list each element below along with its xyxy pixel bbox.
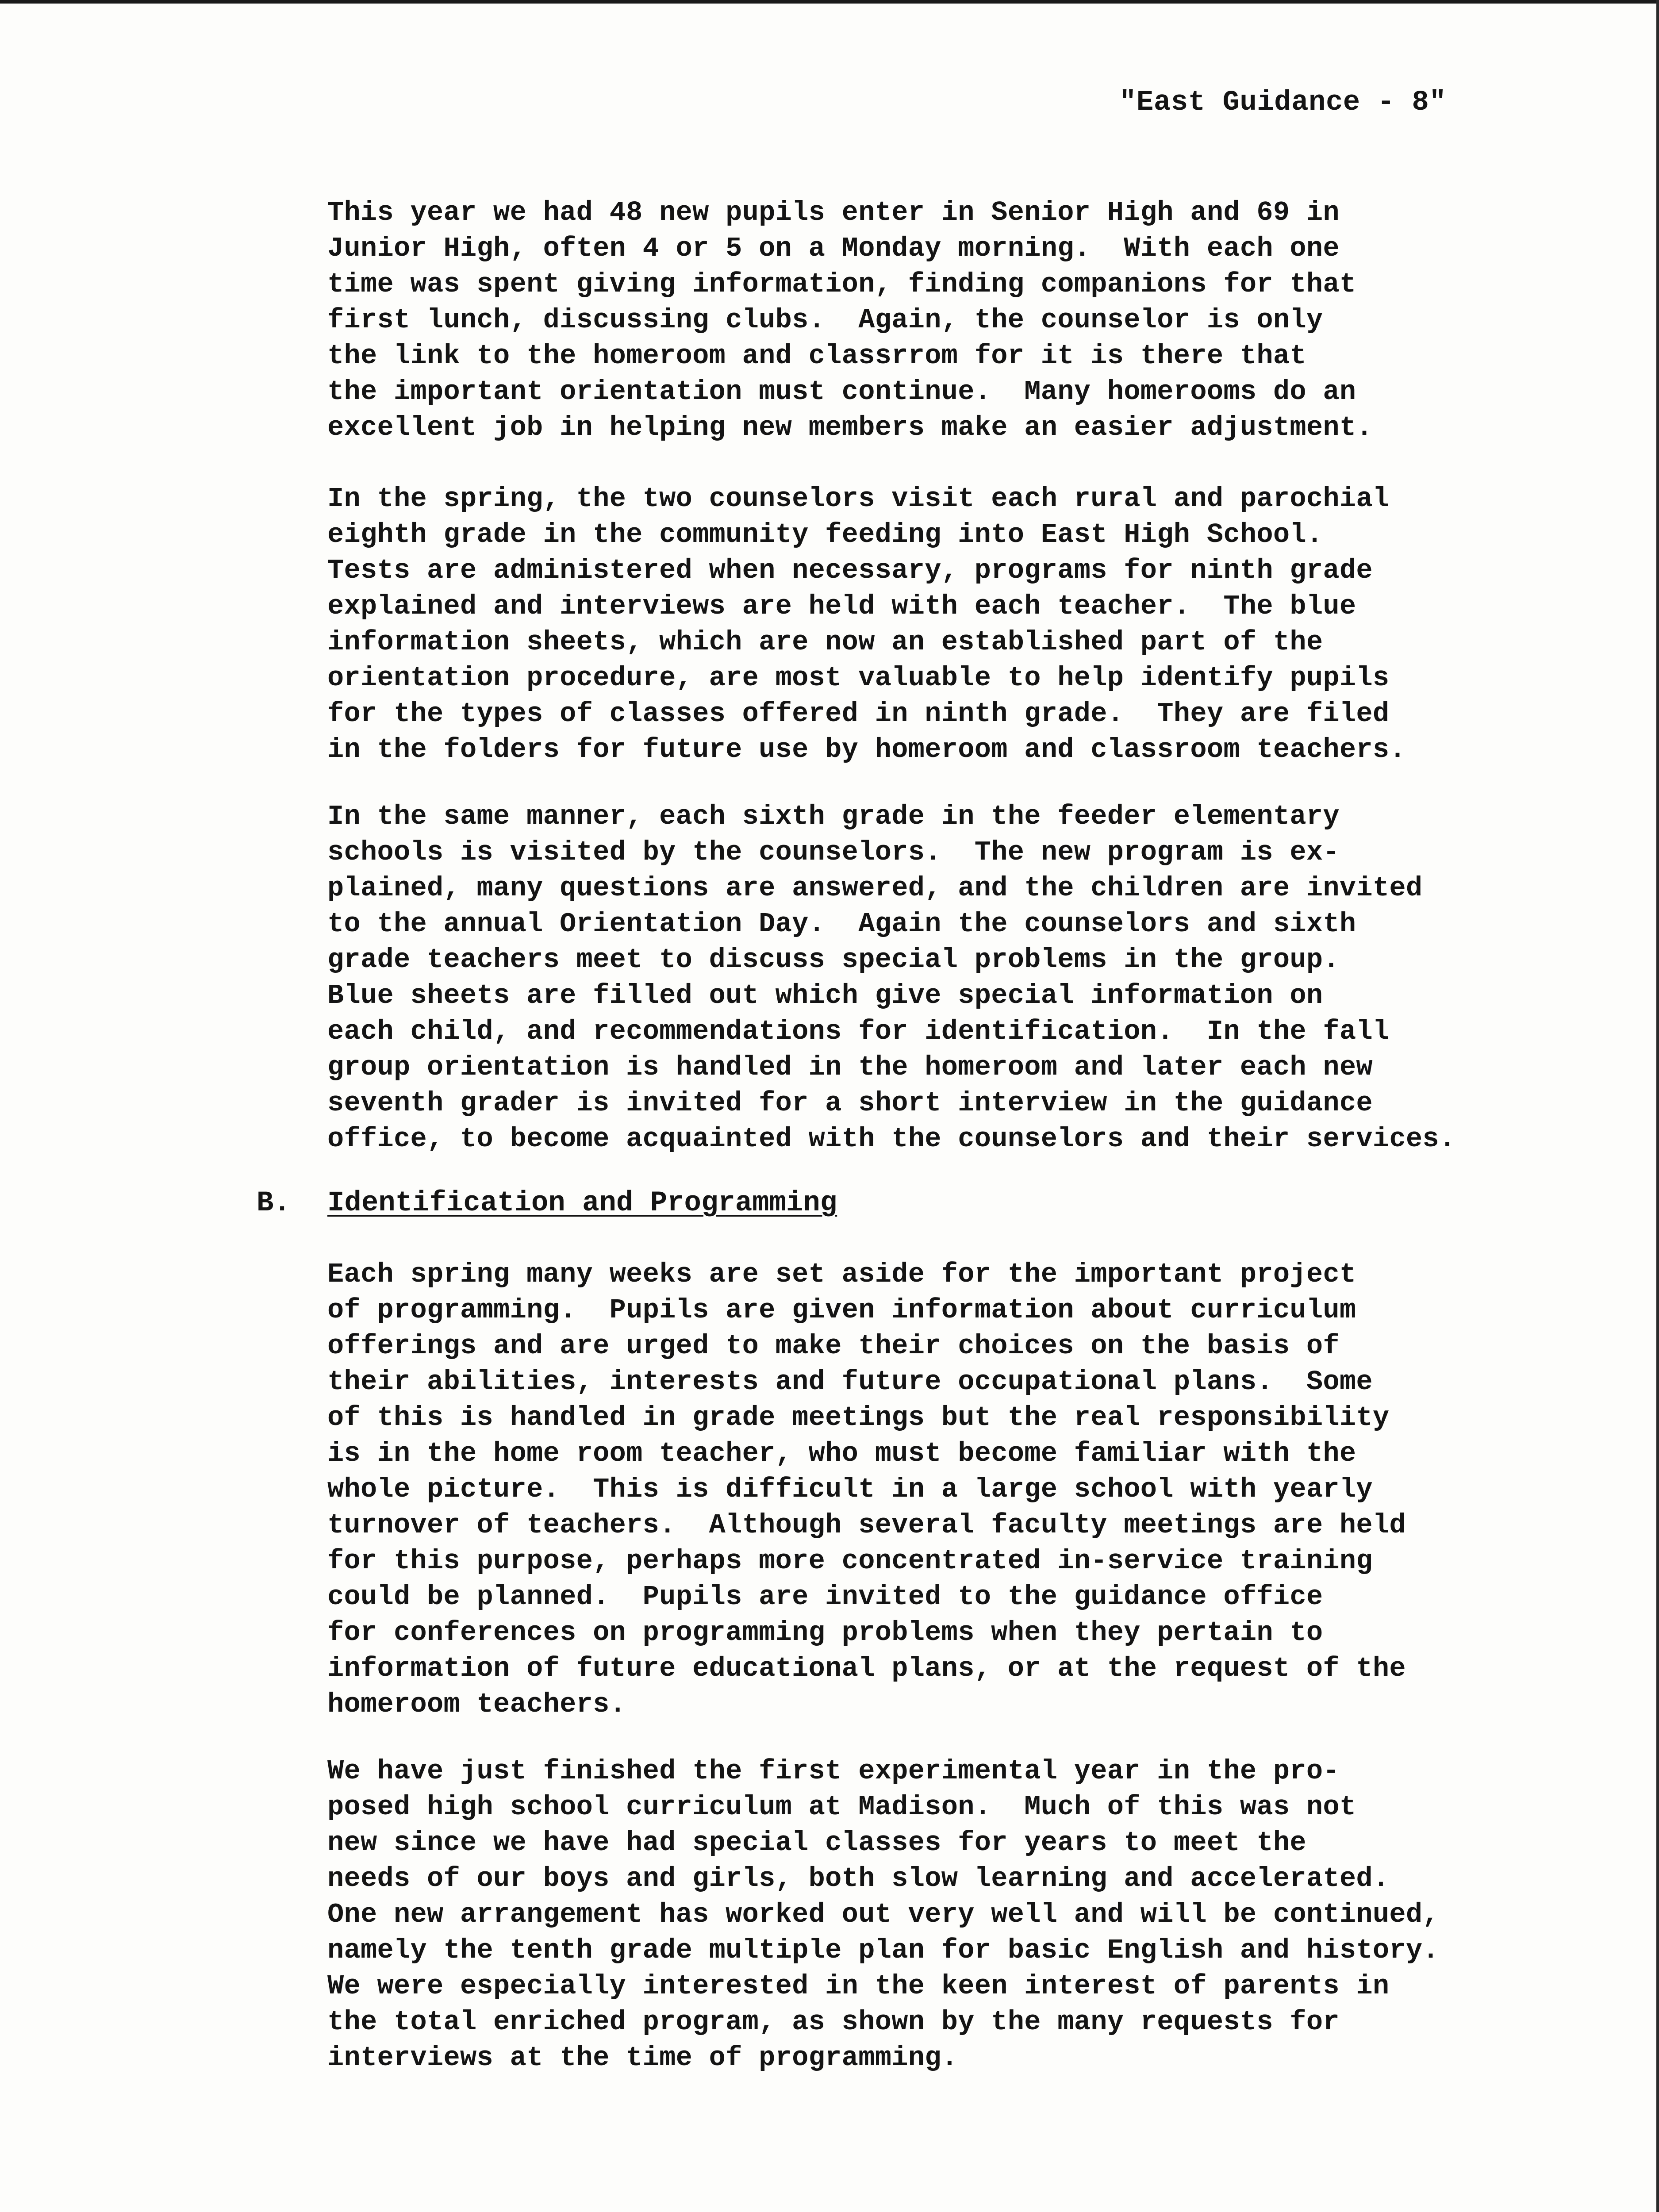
text-line: plained, many questions are answered, and the children are invited [327,872,1423,904]
paragraph-programming [327,1256,1406,1722]
text-line: We have just finished the first experimental year in the pro- [327,1755,1340,1787]
text-line: eighth grade in the community feeding into East High School. [327,519,1323,550]
text-line: group orientation is handled in the homeroom and later each new [327,1052,1373,1083]
section-title: Identification and Programming [327,1187,837,1219]
text-line: time was spent giving information, finding companions for that [327,269,1356,300]
text-line: new since we have had special classes for years to meet the [327,1827,1306,1859]
scan-edge-right [1656,0,1659,2212]
text-line: their abilities, interests and future occupational plans. Some [327,1366,1373,1398]
text-line: grade teachers meet to discuss special problems in the group. [327,944,1340,975]
text-line: the link to the homeroom and classrrom for it is there that [327,340,1306,372]
text-line: In the same manner, each sixth grade in the feeder elementary [327,801,1340,832]
text-line: information of future educational plans, or at the request of the [327,1653,1406,1684]
text-line: This year we had 48 new pupils enter in Senior High and 69 in [327,197,1340,228]
text-line: to the annual Orientation Day. Again the counselors and sixth [327,908,1356,940]
text-line: schools is visited by the counselors. The new program is ex- [327,837,1340,868]
text-line: homeroom teachers. [327,1689,626,1720]
section-letter: B. [257,1187,291,1219]
text-line: Each spring many weeks are set aside for the important project [327,1259,1356,1290]
text-line: Blue sheets are filled out which give special information on [327,980,1323,1011]
text-line: is in the home room teacher, who must become familiar with the [327,1438,1356,1469]
text-line: the total enriched program, as shown by the many requests for [327,2006,1340,2038]
text-line: could be planned. Pupils are invited to the guidance office [327,1581,1323,1613]
text-line: In the spring, the two counselors visit each rural and parochial [327,483,1390,515]
text-line: for the types of classes offered in ninth grade. They are filed [327,698,1390,730]
text-line: We were especially interested in the keen interest of parents in [327,1970,1390,2002]
text-line: of programming. Pupils are given information about curriculum [327,1294,1356,1326]
text-line: orientation procedure, are most valuable to help identify pupils [327,662,1390,694]
text-line: explained and interviews are held with each teacher. The blue [327,591,1356,622]
text-line: for conferences on programming problems when they pertain to [327,1617,1323,1648]
text-line: Junior High, often 4 or 5 on a Monday morning. With each one [327,233,1340,264]
text-line: information sheets, which are now an established part of the [327,626,1323,658]
text-line: One new arrangement has worked out very well and will be continued, [327,1899,1439,1930]
text-line: posed high school curriculum at Madison. Much of this was not [327,1791,1356,1823]
text-line: Tests are administered when necessary, programs for ninth grade [327,555,1373,586]
section-heading [257,1186,837,1221]
paragraph-spring-visits [327,481,1406,768]
text-line: namely the tenth grade multiple plan for basic English and history. [327,1935,1439,1966]
text-line: interviews at the time of programming. [327,2042,958,2074]
text-line: needs of our boys and girls, both slow learning and accelerated. [327,1863,1390,1894]
text-line: the important orientation must continue. Many homerooms do an [327,376,1356,407]
text-line: excellent job in helping new members make an easier adjustment. [327,412,1373,443]
text-line: each child, and recommendations for identification. In the fall [327,1016,1390,1047]
text-line: for this purpose, perhaps more concentrated in-service training [327,1545,1373,1577]
paragraph-curriculum [327,1753,1439,2076]
text-line: in the folders for future use by homeroom and classroom teachers. [327,734,1406,765]
text-line: of this is handled in grade meetings but the real responsibility [327,1402,1390,1433]
text-line: seventh grader is invited for a short interview in the guidance [327,1087,1373,1119]
scan-edge-top [0,0,1659,4]
text-line: turnover of teachers. Although several faculty meetings are held [327,1509,1406,1541]
text-line: whole picture. This is difficult in a large school with yearly [327,1474,1373,1505]
paragraph-sixth-grade [327,799,1455,1157]
page-header: "East Guidance - 8" [1119,87,1447,119]
text-line: offerings and are urged to make their choices on the basis of [327,1330,1340,1362]
text-line: first lunch, discussing clubs. Again, the counselor is only [327,304,1323,336]
text-line: office, to become acquainted with the counselors and their services. [327,1123,1456,1155]
paragraph-new-pupils [327,195,1373,445]
